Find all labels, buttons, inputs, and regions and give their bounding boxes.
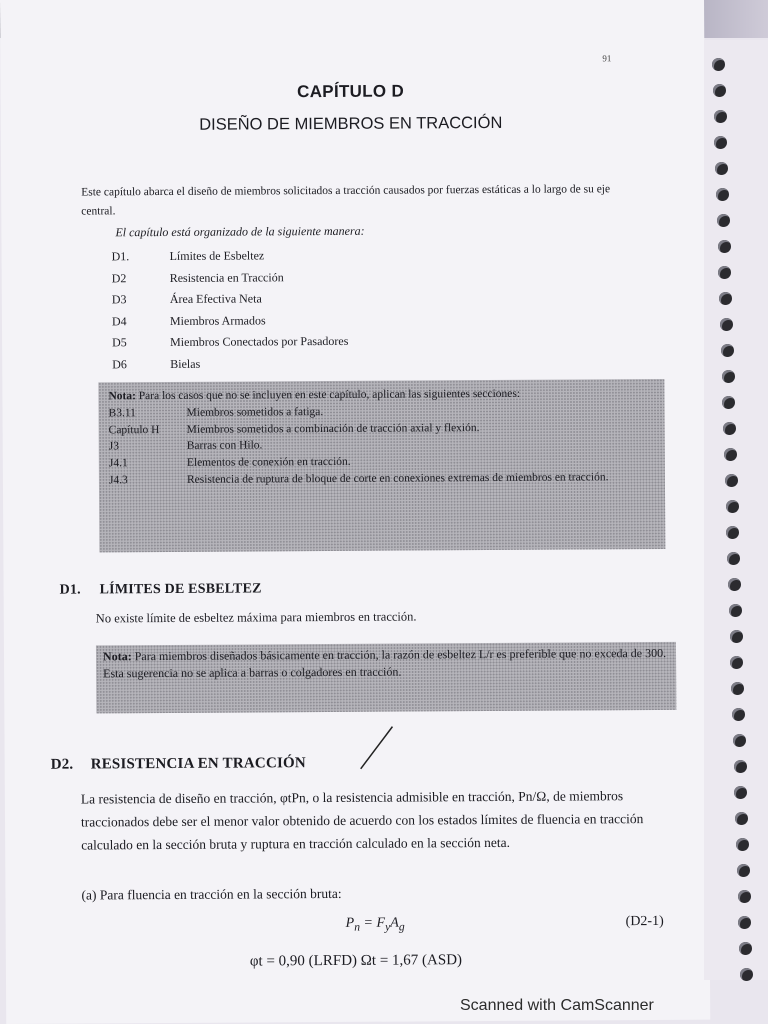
toc-item	[112, 312, 348, 335]
binding-ring	[735, 812, 748, 825]
binding-ring	[722, 396, 735, 409]
note-row-title: Barras con Hilo.	[186, 439, 263, 453]
equation-d2-1: $P_n = F_yA_g$	[345, 915, 405, 934]
note-row	[109, 469, 655, 489]
binding-ring	[714, 136, 727, 149]
toc-item	[112, 291, 348, 314]
binding-ring	[715, 162, 728, 175]
binding-ring	[731, 682, 744, 695]
spiral-binding	[704, 40, 768, 980]
binding-ring	[721, 344, 734, 357]
note-row-code: B3.11	[108, 406, 136, 420]
binding-ring	[732, 708, 745, 721]
toc-code: D1.	[111, 249, 130, 264]
binding-ring	[726, 500, 739, 513]
d2-paragraph: La resistencia de diseño en tracción, φtPn, o la resistencia admisible en tracción, Pn/Ω, de miembros traccionados debe ser el menor valor obtenido de acuerdo con los estados límites de fluencia en tracción calculado en la sección bruta y ruptura en tracción calculado en la sección neta.	[80, 788, 644, 853]
binding-ring	[738, 890, 751, 903]
binding-ring	[713, 84, 726, 97]
note-row-title: Miembros sometidos a combinación de tracción axial y flexión.	[186, 421, 480, 436]
toc-item	[112, 269, 348, 292]
binding-ring	[723, 422, 736, 435]
binding-ring	[740, 968, 753, 981]
section-heading-d1	[60, 581, 262, 598]
binding-ring	[734, 760, 747, 773]
binding-ring	[716, 188, 729, 201]
toc-item	[112, 355, 348, 378]
binding-ring	[725, 474, 738, 487]
note-label: Nota:	[102, 649, 132, 664]
binding-ring	[738, 916, 751, 929]
toc-title: Área Efectiva Neta	[169, 291, 262, 306]
binding-ring	[734, 786, 747, 799]
scanner-watermark: Scanned with CamScanner	[460, 997, 654, 1014]
binding-ring	[718, 240, 731, 253]
note-row-title: Miembros sometidos a fatiga.	[186, 405, 324, 419]
toc-item	[112, 334, 348, 357]
note-box-sections	[98, 379, 665, 552]
toc-item	[112, 248, 348, 271]
d2-item-a: (a) Para fluencia en tracción en la sección bruta:	[81, 885, 342, 903]
note-label: Nota:	[108, 390, 136, 403]
binding-ring	[717, 214, 730, 227]
section-title: LÍMITES DE ESBELTEZ	[99, 581, 262, 598]
note-row-code: J4.3	[108, 474, 128, 487]
equation-label: (D2-1)	[625, 913, 664, 930]
toc-title: Bielas	[170, 356, 201, 371]
binding-ring	[726, 526, 739, 539]
toc-title: Límites de Esbeltez	[169, 248, 265, 263]
toc-code: D2	[111, 270, 127, 285]
binding-ring	[712, 58, 725, 71]
binding-ring	[729, 604, 742, 617]
chapter-title: CAPÍTULO D	[297, 81, 405, 102]
page-number: 91	[602, 53, 612, 64]
d1-paragraph: No existe límite de esbeltez máxima para miembros en tracción.	[95, 609, 417, 626]
binding-ring	[718, 266, 731, 279]
binding-ring	[719, 292, 732, 305]
organization-line: El capítulo está organizado de la siguiente manera:	[115, 223, 365, 240]
intro-paragraph: Este capítulo abarca el diseño de miembros solicitados a tracción causados por fuerzas estáticas a lo largo de su eje central.	[81, 183, 611, 218]
table-of-contents	[112, 248, 349, 378]
note-row-title: Elementos de conexión en tracción.	[186, 456, 351, 470]
pen-mark	[356, 725, 396, 771]
binding-ring	[733, 734, 746, 747]
note-text: Para los casos que no se incluyen en este capítulo, aplican las siguientes secciones:	[138, 387, 521, 403]
binding-ring	[730, 656, 743, 669]
binding-ring	[736, 838, 749, 851]
toc-title: Miembros Conectados por Pasadores	[170, 333, 349, 349]
binding-ring	[720, 318, 733, 331]
binding-ring	[722, 370, 735, 383]
toc-title: Miembros Armados	[169, 312, 266, 328]
section-code: D2.	[50, 756, 74, 773]
section-heading-d2	[51, 755, 306, 774]
note-row-code: J3	[108, 440, 120, 453]
binding-ring	[737, 864, 750, 877]
binding-ring	[727, 552, 740, 565]
note-row-code: Capítulo H	[108, 423, 160, 436]
note-text: Para miembros diseñados básicamente en tracción, la razón de esbeltez L/r es preferible que no exceda de 300. Esta sugerencia no se aplica a barras o colgadores en tracción.	[103, 645, 667, 681]
section-code: D1.	[59, 582, 81, 598]
binding-ring	[724, 448, 737, 461]
toc-code: D6	[112, 356, 127, 371]
binding-ring	[728, 578, 741, 591]
resistance-factors: φt = 0,90 (LRFD) Ωt = 1,67 (ASD)	[249, 952, 463, 970]
section-title: RESISTENCIA EN TRACCIÓN	[90, 755, 306, 773]
note-row-code: J4.1	[108, 457, 128, 470]
note-box-slenderness	[96, 642, 676, 714]
chapter-subtitle: DISEÑO DE MIEMBROS EN TRACCIÓN	[199, 113, 503, 134]
binding-ring	[739, 942, 752, 955]
toc-code: D3	[111, 292, 127, 307]
binding-ring	[730, 630, 743, 643]
toc-code: D4	[111, 313, 127, 328]
note-row-title: Resistencia de ruptura de bloque de corte en conexiones extremas de miembros en tracción.	[186, 471, 609, 486]
binding-ring	[714, 110, 727, 123]
toc-title: Resistencia en Tracción	[169, 269, 284, 285]
toc-code: D5	[112, 335, 127, 350]
